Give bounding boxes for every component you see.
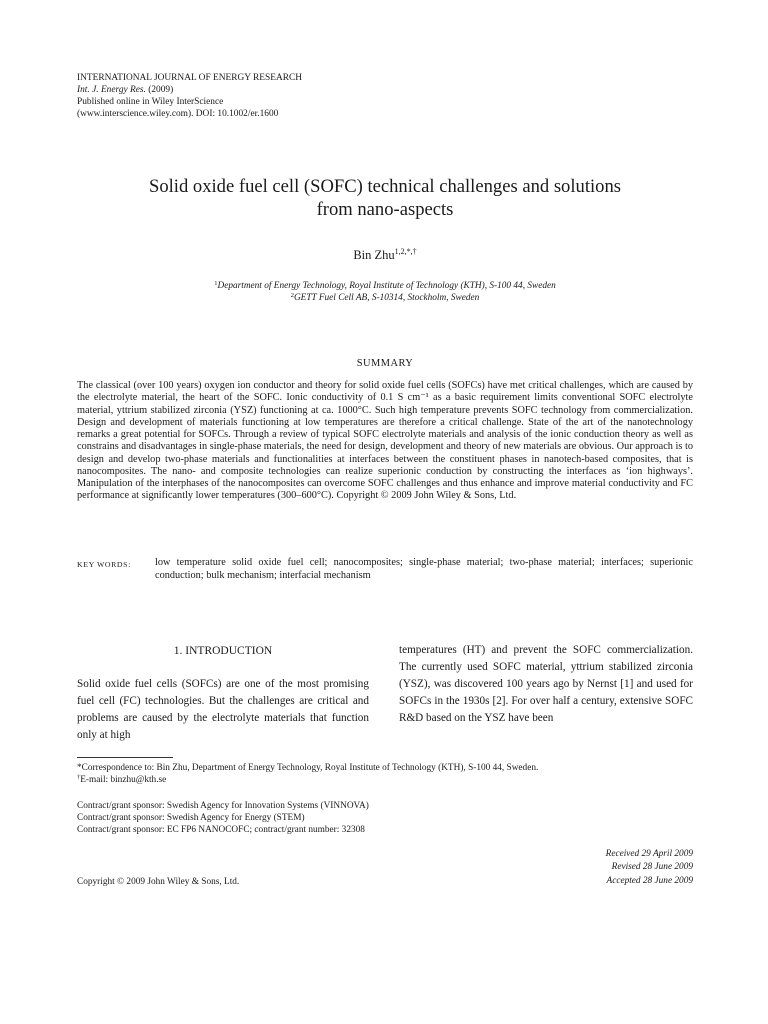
sponsor-line: Contract/grant sponsor: Swedish Agency for Innovation Systems (VINNOVA): [77, 801, 369, 811]
author-line: [77, 248, 693, 263]
affiliation-text: Department of Energy Technology, Royal Institute of Technology (KTH), S-100 44, Sweden: [217, 281, 556, 291]
revised-date: Revised 28 June 2009: [611, 862, 693, 873]
author-marks: 1,2,*,†: [394, 247, 417, 256]
affiliations: [77, 280, 693, 304]
article-title: [77, 175, 693, 221]
publication-note: Published online in Wiley InterScience: [77, 97, 224, 107]
doi-line[interactable]: (www.interscience.wiley.com). DOI: 10.1002/er.1600: [77, 109, 279, 119]
introduction-right-column: temperatures (HT) and prevent the SOFC commercialization. The currently used SOFC material, yttrium stabilized zirconia (YSZ), was discovered 100 years ago by Nernst [1] and used for SOFCs in the 1930s [2]. For over half a century, extensive SOFC R&D based on the YSZ have been: [399, 644, 693, 724]
copyright-notice: Copyright © 2009 John Wiley & Sons, Ltd.: [77, 877, 240, 887]
affiliation-mark: 2: [290, 292, 294, 299]
summary-text: The classical (over 100 years) oxygen ion conductor and theory for solid oxide fuel cells (SOFCs) have met critical challenges, which are caused by the electrolyte material, the heart of the SOFC. Ionic conductivity of 0.1 S cm⁻¹ as a basic requirement limits conventional SOFC electrolyte material, yttrium stabilized zirconia (YSZ) functioning at ca. 1000°C. Such high temperature prevents SOFC technology from commercialization. Design and development of materials functioning at low temperatures are therefore a critical challenge. State of the art of the nanotechnology remarks a great potential for SOFCs. Through a review of typical SOFC electrolyte materials and analysis of the ionic conduction theory as well as constrains and disadvantages in single-phase materials, the need for design, development and theory of new materials are obvious. Our approach is to design and develop two-phase materials and functionalities at interfaces between the constituent phases in nanotech-based composites, that is nanocomposites. The nano- and composite technologies can realize superionic conduction by constructing the interfaces as ‘ion highways’. Manipulation of the interphases of the nanocomposites can overcome SOFC challenges and thus enhance and improve material conductivity and FC performance at significantly lower temperatures (300–600°C). Copyright © 2009 John Wiley & Sons, Ltd.: [77, 380, 693, 502]
key-words-text: low temperature solid oxide fuel cell; nanocomposites; single-phase material; two-phase material; interfaces; superionic conduction; bulk mechanism; interfacial mechanism: [155, 557, 693, 581]
received-date: Received 29 April 2009: [605, 849, 693, 859]
article-dates: [606, 848, 693, 888]
affiliation: [77, 280, 693, 292]
introduction-left-column: Solid oxide fuel cells (SOFCs) are one of the most promising fuel cell (FC) technologies. But the challenges are critical and problems are caused by the electrolyte materials that function only at high: [77, 678, 369, 741]
correspondence-footnote: *Correspondence to: Bin Zhu, Department of Energy Technology, Royal Institute of Technology (KTH), S-100 44, Sweden.: [77, 763, 539, 773]
journal-abbreviation: Int. J. Energy Res.: [77, 85, 146, 95]
author-name[interactable]: Bin Zhu: [353, 248, 395, 262]
sponsor-line: Contract/grant sponsor: EC FP6 NANOCOFC; contract/grant number: 32308: [77, 825, 365, 836]
affiliation-text: GETT Fuel Cell AB, S-10314, Stockholm, Sweden: [293, 293, 480, 303]
affiliation-mark: 1: [214, 280, 218, 287]
title-line: from nano-aspects: [316, 199, 454, 220]
email-mark: †: [77, 773, 81, 781]
introduction-heading: 1. INTRODUCTION: [173, 645, 273, 657]
footnotes: [77, 763, 693, 786]
journal-header: [77, 72, 302, 120]
journal-citation: [77, 84, 302, 96]
email-footnote: [77, 775, 693, 787]
accepted-date: Accepted 28 June 2009: [606, 875, 693, 886]
journal-year: (2009): [145, 85, 174, 95]
footnote-divider: [77, 757, 173, 758]
summary-heading: SUMMARY: [356, 358, 414, 369]
key-words-label: KEY WORDS:: [77, 560, 131, 569]
email-address[interactable]: E-mail: binzhu@kth.se: [80, 774, 167, 785]
title-line: Solid oxide fuel cell (SOFC) technical challenges and solutions: [149, 176, 621, 197]
journal-name: INTERNATIONAL JOURNAL OF ENERGY RESEARCH: [77, 73, 302, 83]
affiliation: [77, 292, 693, 304]
grant-sponsors: [77, 800, 693, 837]
sponsor-line: Contract/grant sponsor: Swedish Agency for Energy (STEM): [77, 813, 305, 824]
